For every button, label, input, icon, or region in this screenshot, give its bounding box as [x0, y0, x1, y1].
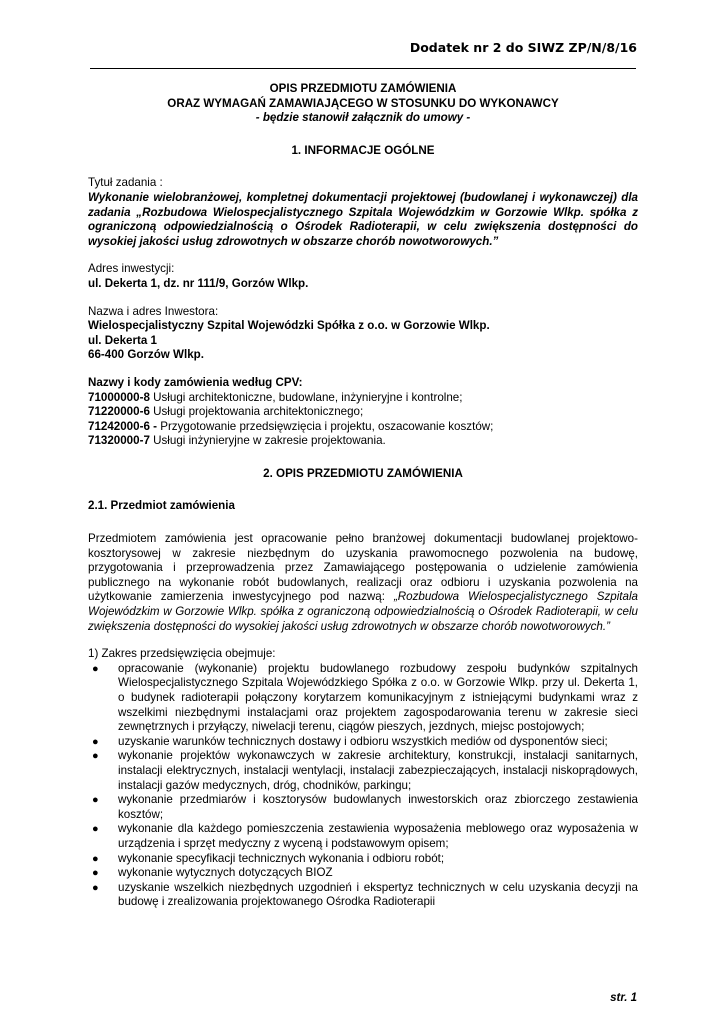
bullet-icon: ●	[92, 852, 99, 865]
list-item: ● wykonanie projektów wykonawczych w zakresie architektury, konstrukcji, instalacji sanitarnych, instalacji elektrycznych, instalacji wentylacji, instalacji zabezpieczających, instalacji niskoprądowych, instalacji gazów medycznych, dróg, chodników, parkingu;	[92, 749, 638, 792]
cpv-label: Nazwy i kody zamówienia według CPV:	[88, 375, 303, 389]
list-item: ● wykonanie dla każdego pomieszczenia zestawienia wyposażenia meblowego oraz wyposażenia w urządzenia i sprzęt medyczny z wyceną i podstawowym opisem;	[92, 822, 638, 850]
cpv-description: Usługi projektowania architektonicznego;	[149, 405, 364, 419]
investor-street: ul. Dekerta 1	[88, 333, 157, 347]
cpv-description: Przygotowanie przedsięwzięcia i projektu, oszacowanie kosztów;	[156, 419, 494, 433]
bullet-icon: ●	[92, 794, 99, 807]
bullet-icon: ●	[92, 867, 99, 880]
page-number: str. 1	[610, 992, 637, 1004]
task-title-label: Tytuł zadania :	[88, 176, 163, 190]
list-item: ● uzyskanie warunków technicznych dostawy i odbioru wszystkich mediów od dysponentów sieci;	[92, 734, 608, 748]
document-body	[88, 82, 638, 910]
list-item: ● wykonanie przedmiarów i kosztorysów budowlanych inwestorskich oraz zbiorczego zestawienia kosztów;	[92, 793, 638, 821]
cpv-row	[88, 405, 638, 420]
cpv-code: 71242000-6 -	[88, 419, 157, 433]
cpv-description: Usługi inżynieryjne w zakresie projektowania.	[149, 434, 386, 448]
task-title: Wykonanie wielobranżowej, kompletnej dokumentacji projektowej (budowlanej i wykonawczej) dla zadania „Rozbudowa Wielospecjalistycznego Szpitala Wojewódzkim w Gorzowie Wlkp. spółka z ograniczoną odpowiedzialnością o Ośrodek Radioterapii, w celu zwiększenia dostępności do wysokiej jakości usług zdrowotnych w obszarze chorób nowotworowych.”	[88, 190, 638, 248]
document-reference: Dodatek nr 2 do SIWZ ZP/N/8/16	[409, 40, 637, 55]
cpv-description: Usługi architektoniczne, budowlane, inżynieryjne i kontrolne;	[149, 390, 463, 404]
subject-paragraph-text: Przedmiotem zamówienia jest opracowanie pełno branżowej dokumentacji budowlanej projektowo-kosztorysowej w zakresie niezbędnym do uzyskania prawomocnego pozwolenia na budowę, przygotowania i przeprowadzenia przez Zamawiającego postępowania o udzielenie zamówienia publicznego na wykonanie robót budowlanych, realizacji oraz odbioru i uzyskania pozwolenia na użytkowanie zamierzenia inwestycyjnego pod nazwą:	[88, 532, 638, 604]
subsection-2-1-heading: 2.1. Przedmiot zamówienia	[88, 499, 235, 513]
subject-paragraph-project-name: „Rozbudowa Wielospecjalistycznego Szpitala Wojewódzkim w Gorzowie Wlkp. spółka z ograniczoną odpowiedzialnością o Ośrodek Radioterapii, w celu zwiększenia dostępności do wysokiej jakości usług zdrowotnych w obszarze chorób nowotworowych.”	[88, 590, 638, 633]
title-line-3: - będzie stanowił załącznik do umowy -	[255, 111, 471, 125]
header-rule	[90, 68, 636, 69]
investment-address-label: Adres inwestycji:	[88, 262, 175, 276]
cpv-row	[88, 434, 638, 449]
bullet-icon: ●	[92, 662, 99, 675]
scope-label: 1) Zakres przedsięwzięcia obejmuje:	[88, 647, 276, 661]
list-item: ● uzyskanie wszelkich niezbędnych uzgodnień i ekspertyz technicznych w celu uzyskania decyzji na budowę i zrealizowania projektowanego Ośrodka Radioterapii	[92, 880, 638, 909]
investor-name: Wielospecjalistyczny Szpital Wojewódzki Spółka z o.o. w Gorzowie Wlkp.	[88, 319, 490, 333]
scope-list	[88, 662, 638, 910]
investor-label: Nazwa i adres Inwestora:	[88, 304, 219, 318]
bullet-icon: ●	[92, 881, 99, 894]
list-item: ● opracowanie (wykonanie) projektu budowlanego rozbudowy zespołu budynków szpitalnych Wielospecjalistycznego Szpitala Wojewódzkiego Spółka z o.o. w Gorzowie Wlkp. przy ul. Dekerta 1, o budynek radioterapii połączony korytarzem komunikacyjnym z istniejącymi budynkami wraz z wszelkimi niezbędnymi instalacjami oraz projektem zagospodarowania terenu w zakresie sieci zewnętrznych i przyłączy, niwelacji terenu, ciągów pieszych, jezdnych, miejsc postojowych;	[92, 661, 638, 734]
bullet-icon: ●	[92, 750, 99, 763]
cpv-row	[88, 420, 638, 435]
cpv-code: 71320000-7	[88, 434, 150, 448]
list-item: ● wykonanie specyfikacji technicznych wykonania i odbioru robót;	[92, 851, 445, 865]
bullet-icon: ●	[92, 823, 99, 836]
investor-city: 66-400 Gorzów Wlkp.	[88, 348, 204, 362]
section-1-heading: 1. INFORMACJE OGÓLNE	[291, 143, 435, 157]
cpv-code: 71220000-6	[88, 405, 150, 419]
cpv-row	[88, 391, 638, 406]
bullet-icon: ●	[92, 735, 99, 748]
section-2-heading: 2. OPIS PRZEDMIOTU ZAMÓWIENIA	[263, 466, 463, 480]
subject-paragraph	[88, 532, 638, 634]
title-line-2: ORAZ WYMAGAŃ ZAMAWIAJĄCEGO W STOSUNKU DO WYKONAWCY	[167, 96, 559, 110]
title-line-1: OPIS PRZEDMIOTU ZAMÓWIENIA	[269, 82, 457, 95]
investment-address: ul. Dekerta 1, dz. nr 111/9, Gorzów Wlkp.	[88, 276, 309, 290]
cpv-code: 71000000-8	[88, 390, 150, 404]
list-item: ● wykonanie wytycznych dotyczących BIOZ	[92, 866, 333, 880]
